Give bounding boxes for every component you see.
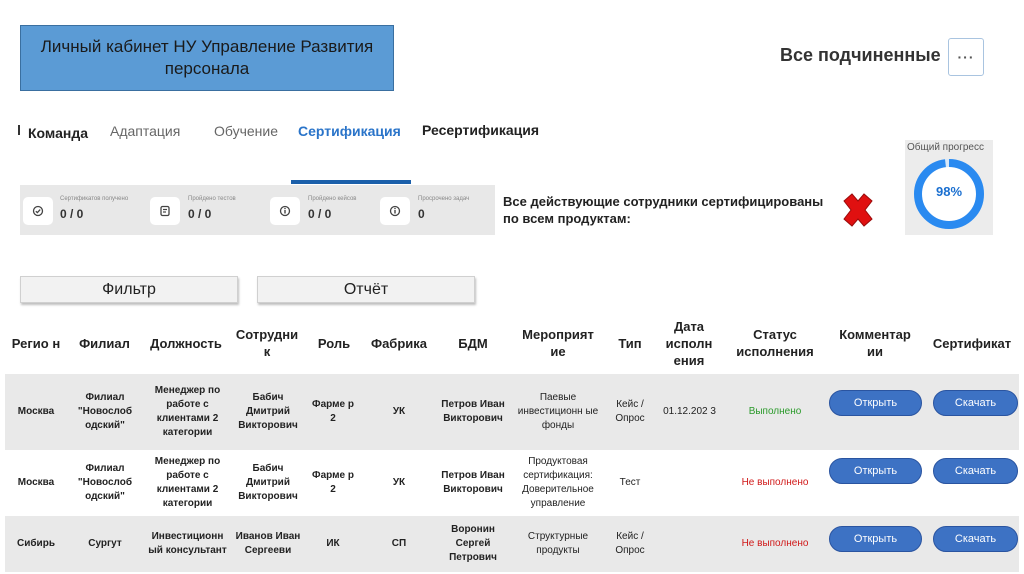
cell-date: 01.12.202 3: [663, 406, 716, 417]
info-icon: [380, 197, 410, 225]
cell-region: Москва: [17, 477, 55, 488]
cell-status: Выполнено: [748, 406, 802, 417]
tab-team[interactable]: Команда: [28, 125, 88, 141]
cell-position: Менеджер по работе с клиентами 2 категории: [154, 385, 221, 438]
open-comment-button[interactable]: Открыть: [829, 458, 922, 484]
cell-bdm: Петров Иван Викторович: [441, 399, 505, 424]
header-bdm: БДМ: [458, 335, 488, 351]
cell-employee: Иванов Иван Сергееви: [235, 531, 301, 556]
header-event: Мероприят ие: [522, 327, 594, 359]
status-message-box: [495, 185, 903, 235]
header-role: Роль: [317, 335, 351, 351]
info-icon: [270, 197, 300, 225]
test-icon: [150, 197, 180, 225]
cell-position: Менеджер по работе с клиентами 2 категории: [154, 456, 221, 509]
table-row: [5, 516, 1019, 572]
open-comment-button[interactable]: Открыть: [829, 526, 922, 552]
stat-value: 0: [418, 207, 425, 221]
red-cross-icon: [839, 192, 877, 228]
open-comment-button[interactable]: Открыть: [829, 390, 922, 416]
stat-value: 0 / 0: [188, 207, 212, 221]
table-row: [5, 450, 1019, 516]
cell-type: Тест: [619, 477, 641, 488]
cell-role: Фарме р 2: [312, 470, 354, 495]
cell-branch: Филиал "Новослоб одский": [77, 463, 133, 502]
cell-type: Кейс / Опрос: [615, 531, 645, 556]
cell-event: Структурные продукты: [527, 531, 589, 556]
cell-factory: СП: [391, 538, 407, 549]
check-badge-icon: [23, 197, 53, 225]
header-employee: Сотрудни к: [235, 327, 299, 359]
filter-button[interactable]: Фильтр: [20, 276, 238, 303]
download-certificate-button[interactable]: Скачать: [933, 526, 1018, 552]
cell-type: Кейс / Опрос: [615, 399, 645, 424]
cell-employee: Бабич Дмитрий Викторович: [238, 392, 298, 431]
cell-role: ИК: [326, 538, 340, 549]
subordinates-selector[interactable]: Все подчиненные: [780, 45, 941, 65]
cell-event: Продуктовая сертификация: Доверительное управление: [522, 456, 594, 509]
progress-value: 98%: [935, 184, 963, 199]
report-button[interactable]: Отчёт: [257, 276, 475, 303]
cell-region: Сибирь: [17, 538, 55, 549]
cell-date: [662, 450, 717, 516]
download-certificate-button[interactable]: Скачать: [933, 390, 1018, 416]
download-certificate-button[interactable]: Скачать: [933, 458, 1018, 484]
stat-label: Сертификатов получено: [60, 196, 129, 202]
header-branch: Филиал: [79, 335, 130, 351]
header-position: Должность: [150, 335, 222, 351]
stat-value: 0 / 0: [60, 207, 84, 221]
header-date: Дата исполн ения: [665, 318, 713, 368]
cell-status: Не выполнено: [741, 538, 809, 549]
stat-label: Пройдено тестов: [188, 196, 236, 202]
cell-status: Не выполнено: [741, 477, 809, 488]
header-certificate: Сертификат: [932, 335, 1012, 351]
active-tab-indicator: [291, 180, 411, 184]
tab-recertification[interactable]: Ресертификация: [422, 122, 540, 138]
stat-value: 0 / 0: [308, 207, 332, 221]
tab-marker: [18, 125, 20, 135]
stat-label: Пройдено кейсов: [308, 196, 357, 202]
header-status: Статус исполнения: [736, 327, 814, 359]
cell-factory: УК: [392, 406, 406, 417]
more-icon: ···: [957, 49, 975, 65]
table-row: [5, 374, 1019, 450]
more-button[interactable]: [948, 38, 984, 76]
header-type: Тип: [618, 335, 642, 351]
cell-bdm: Петров Иван Викторович: [441, 470, 505, 495]
cell-factory: УК: [392, 477, 406, 488]
cell-employee: Бабич Дмитрий Викторович: [238, 463, 298, 502]
cell-branch: Сургут: [88, 538, 122, 549]
cell-date: [662, 516, 717, 572]
stats-bar: [20, 185, 903, 235]
cell-position: Инвестиционн ый консультант: [148, 531, 227, 556]
header-factory: Фабрика: [370, 335, 428, 351]
page-title: Личный кабинет НУ Управление Развития персонала: [20, 25, 394, 91]
cell-bdm: Воронин Сергей Петрович: [449, 524, 497, 563]
cell-region: Москва: [17, 406, 55, 417]
overall-progress: [905, 140, 993, 235]
header-comments: Комментар ии: [839, 327, 911, 359]
stat-label: Просрочено задач: [418, 196, 470, 202]
cell-role: Фарме р 2: [312, 399, 354, 424]
tab-training[interactable]: Обучение: [214, 123, 279, 139]
cell-event: Паевые инвестиционн ые фонды: [517, 392, 599, 431]
progress-label: Общий прогресс: [907, 142, 984, 153]
header-region: Регио н: [11, 335, 61, 351]
tab-adaptation[interactable]: Адаптация: [110, 123, 181, 139]
tab-certification[interactable]: Сертификация: [298, 123, 401, 139]
cell-branch: Филиал "Новослоб одский": [77, 392, 133, 431]
status-message: Все действующие сотрудники сертифицированы по всем продуктам:: [503, 194, 824, 226]
